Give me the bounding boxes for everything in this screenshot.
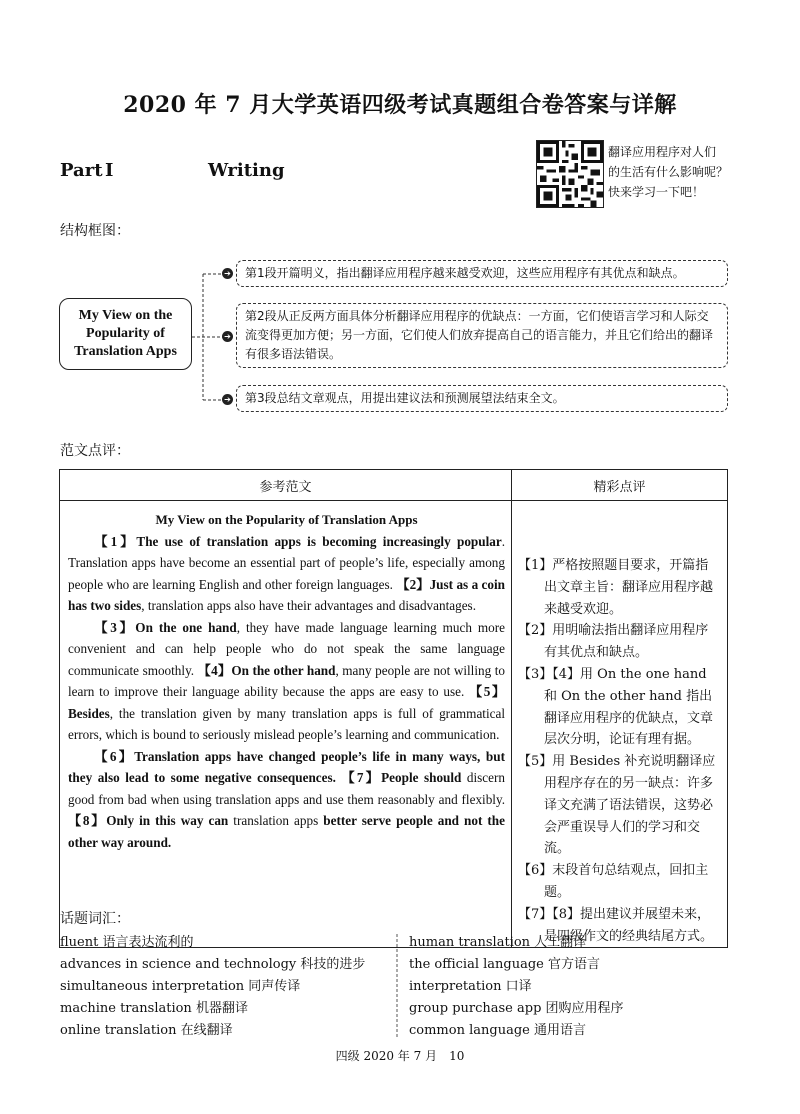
essay-highlight: 【8】Only in this way can (68, 813, 229, 828)
column-header-essay: 参考范文 (60, 470, 512, 501)
essay-paragraph (68, 531, 505, 617)
structure-paragraph-2: 第2段从正反两方面具体分析翻译应用程序的优缺点：一方面，它们使语言学习和人际交流变得更加方便；另一方面，它们使人们放弃提高自己的语言能力，并且它们给出的翻译有很多语法错误。 (236, 303, 728, 368)
structure-paragraph-1: 第1段开篇明义，指出翻译应用程序越来越受欢迎，这些应用程序有其优点和缺点。 (236, 260, 728, 287)
page-title: 2020 年 7 月大学英语四级考试真题组合卷答案与详解 (123, 92, 677, 118)
comments-cell (512, 501, 728, 948)
qr-code-icon[interactable] (536, 140, 604, 208)
vocabulary-item: interpretation 口译 (409, 979, 532, 994)
essay-text: translation apps (228, 813, 324, 828)
arrow-right-icon: ➔ (222, 268, 233, 279)
qr-caption-line: 快来学习一下吧！ (608, 185, 705, 199)
vocabulary-list-right (409, 932, 624, 1042)
essay-text: , many people are not willing to learn to improve their language ability because the apps are easy to use. (68, 662, 505, 699)
structure-paragraph-3: 第3段总结文章观点，用提出建议法和预测展望法结束全文。 (236, 385, 728, 412)
main-topic-box (59, 298, 192, 370)
essay-cell (60, 501, 512, 948)
essay-highlight: better serve people and not the other way around. (68, 813, 505, 850)
qr-caption-line: 的生活有什么影响呢？ (608, 165, 729, 179)
vocabulary-list-left (60, 932, 365, 1042)
main-topic-line: My View on the (78, 308, 173, 323)
comment-item: 【6】末段首句总结观点，回扣主题。 (518, 863, 709, 900)
essay-highlight: 【3】On the one hand (94, 619, 237, 635)
page-footer: 四级 2020 年 7 月 10 (335, 1049, 465, 1063)
part-numeral: Ⅰ (105, 160, 114, 181)
vocabulary-item: group purchase app 团购应用程序 (409, 1001, 624, 1016)
essay-text: discern good from bad when using translation apps and use them reasonably and flexibly. (68, 770, 505, 807)
essay-highlight: 【4】On the other hand (197, 662, 336, 678)
arrow-right-icon: ➔ (222, 394, 233, 405)
vocabulary-item: common language 通用语言 (409, 1023, 586, 1038)
essay-highlight: 【1】The use of translation apps is becoming increasingly popular (94, 533, 502, 549)
arrow-right-icon: ➔ (222, 331, 233, 342)
vocabulary-item: the official language 官方语言 (409, 957, 600, 972)
review-heading: 范文点评： (60, 443, 130, 459)
essay-text: , translation apps also have their advantages and disadvantages. (141, 598, 476, 613)
main-topic-line: Translation Apps (74, 344, 177, 359)
comment-item: 【3】【4】用 On the one hand 和 On the other hand 指出翻译应用程序的优缺点，文章层次分明，论证有理有据。 (518, 666, 714, 748)
essay-highlight: 【6】Translation apps have changed people’s life in many ways, but they also lead to some negative consequences. (68, 748, 505, 785)
structure-heading: 结构框图： (60, 223, 130, 239)
vocabulary-item: online translation 在线翻译 (60, 1023, 233, 1038)
essay-text: . Translation apps have become an essential part of people’s life, especially among people who are learning English and other foreign languages. (68, 533, 505, 592)
qr-caption (608, 142, 768, 202)
vocabulary-item: fluent 语言表达流利的 (60, 935, 194, 950)
essay-highlight: 【2】Just as a coin has two sides (68, 576, 506, 613)
vocabulary-item: human translation 人工翻译 (409, 935, 587, 950)
vocabulary-item: machine translation 机器翻译 (60, 1001, 248, 1016)
essay-highlight: 【7】People should (341, 770, 462, 785)
part-label: Part (60, 160, 103, 181)
vocabulary-item: simultaneous interpretation 同声传译 (60, 979, 301, 994)
essay-text: , they have made language learning much more convenient and can help people who do not speak the same language communicate smoothly. (68, 619, 505, 678)
comment-item: 【5】用 Besides 补充说明翻译应用程序存在的另一缺点：许多译文充满了语法错误，这势必会严重误导人们的学习和交流。 (518, 754, 716, 857)
essay-paragraph (68, 746, 505, 854)
comment-item: 【7】【8】提出建议并展望未来，是四级作文的经典结尾方式。 (518, 906, 714, 944)
essay-highlight: 【5】Besides (68, 684, 506, 721)
essay-text: , the translation given by many translation apps is full of grammatical errors, which is bound to seriously mislead people’s learning and communication. (68, 705, 505, 742)
main-topic-line: Popularity of (86, 326, 165, 341)
essay-paragraph (68, 617, 505, 746)
vocabulary-heading: 话题词汇： (60, 911, 130, 927)
comment-item: 【1】严格按照题目要求，开篇指出文章主旨：翻译应用程序越来越受欢迎。 (518, 558, 714, 617)
vocabulary-item: advances in science and technology 科技的进步 (60, 957, 366, 972)
part-name: Writing (208, 160, 285, 181)
column-divider (396, 934, 398, 1038)
review-table (59, 469, 728, 948)
column-header-comments: 精彩点评 (512, 470, 728, 501)
comment-item: 【2】用明喻法指出翻译应用程序有其优点和缺点。 (518, 623, 709, 661)
essay-title: My View on the Popularity of Translation Apps (155, 512, 418, 527)
qr-caption-line: 翻译应用程序对人们 (608, 145, 717, 159)
